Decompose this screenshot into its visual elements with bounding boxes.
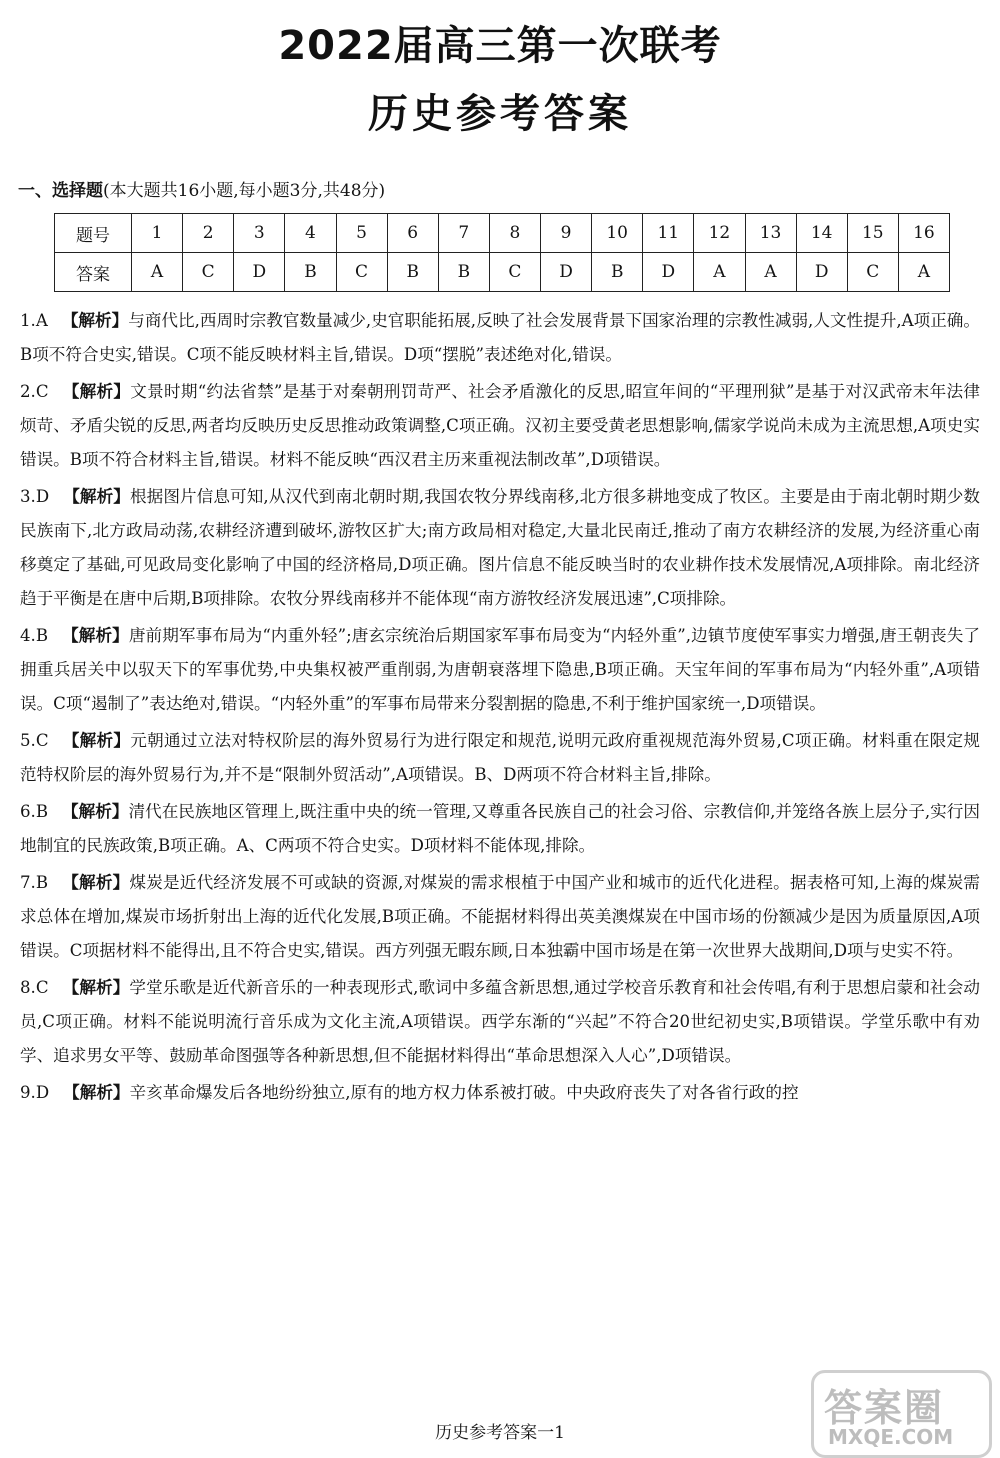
question-number-cell: 14 [796, 214, 847, 253]
explanation-tag: 【解析】 [62, 873, 130, 892]
item-number: 3.D [20, 487, 50, 506]
answer-cell: C [336, 253, 387, 292]
question-number-cell: 4 [285, 214, 336, 253]
section-note: (本大题共16小题,每小题3分,共48分) [103, 181, 386, 201]
question-number-cell: 11 [643, 214, 694, 253]
explanation-text: 煤炭是近代经济发展不可或缺的资源,对煤炭的需求根植于中国产业和城市的近代化进程。据表格可知,上海的煤炭需求总体在增加,煤炭市场折射出上海的近代化发展,B项正确。不能据材料得出英美澳煤炭在中国市场的份额减少是因为质量原因,A项错误。C项据材料不能得出,且不符合史实,错误。西方列强无暇东顾,日本独霸中国市场是在第一次世界大战期间,D项与史实不符。 [20, 873, 981, 960]
answer-cell: D [541, 253, 592, 292]
item-number: 2.C [20, 382, 49, 401]
explanation-item [20, 724, 980, 792]
answer-cell: B [438, 253, 489, 292]
site-watermark-logo [811, 1370, 992, 1458]
question-number-cell: 5 [336, 214, 387, 253]
explanation-tag: 【解析】 [62, 626, 129, 645]
question-number-cell: 7 [438, 214, 489, 253]
item-number: 1.A [20, 311, 48, 330]
explanation-text: 唐前期军事布局为“内重外轻”;唐玄宗统治后期国家军事布局变为“内轻外重”,边镇节度使军事实力增强,唐王朝丧失了拥重兵居关中以驭天下的军事优势,中央集权被严重削弱,为唐朝衰落埋下隐患,B项正确。天宝年间的军事布局为“内轻外重”,A项错误。C项“遏制了”表达绝对,错误。“内轻外重”的军事布局带来分裂割据的隐患,不利于维护国家统一,D项错误。 [20, 626, 981, 713]
question-number-row [55, 214, 950, 253]
answer-cell: D [796, 253, 847, 292]
question-number-cell: 10 [592, 214, 643, 253]
answer-cell: B [285, 253, 336, 292]
question-number-cell: 16 [898, 214, 949, 253]
answer-row [55, 253, 950, 292]
explanation-tag: 【解析】 [62, 382, 131, 401]
answer-cell: C [847, 253, 898, 292]
question-number-cell: 8 [489, 214, 540, 253]
item-number: 9.D [20, 1083, 50, 1102]
explanation-text: 元朝通过立法对特权阶层的海外贸易行为进行限定和规范,说明元政府重视规范海外贸易,C项正确。材料重在限定规范特权阶层的海外贸易行为,并不是“限制外贸活动”,A项错误。B、D两项不符合材料主旨,排除。 [20, 731, 980, 784]
explanation-tag: 【解析】 [62, 978, 130, 997]
page-footer: 历史参考答案一1 [435, 1423, 565, 1443]
answer-table [54, 213, 950, 292]
explanation-text: 文景时期“约法省禁”是基于对秦朝刑罚苛严、社会矛盾激化的反思,昭宣年间的“平理刑狱”是基于对汉武帝末年法律烦苛、矛盾尖锐的反思,两者均反映历史反思推动政策调整,C项正确。汉初主要受黄老思想影响,儒家学说尚未成为主流思想,A项史实错误。B项不符合材料主旨,错误。材料不能反映“西汉君主历来重视法制改革”,D项错误。 [20, 382, 980, 469]
question-number-cell: 9 [541, 214, 592, 253]
watermark-url: MXQE.COM [828, 1425, 954, 1449]
answer-cell: A [745, 253, 796, 292]
explanation-tag: 【解析】 [63, 487, 130, 506]
explanation-text: 与商代比,西周时宗教官数量减少,史官职能拓展,反映了社会发展背景下国家治理的宗教性减弱,人文性提升,A项正确。B项不符合史实,错误。C项不能反映材料主旨,错误。D项“摆脱”表述绝对化,错误。 [20, 311, 980, 364]
explanation-tag: 【解析】 [61, 311, 129, 330]
item-number: 4.B [20, 626, 49, 645]
explanation-text: 辛亥革命爆发后各地纷纷独立,原有的地方权力体系被打破。中央政府丧失了对各省行政的控 [129, 1083, 799, 1102]
explanation-item [20, 866, 980, 968]
answer-cell: A [898, 253, 949, 292]
answer-cell: B [387, 253, 438, 292]
explanation-item [20, 619, 980, 721]
question-number-cell: 13 [745, 214, 796, 253]
question-number-cell: 3 [234, 214, 285, 253]
answer-cell: A [132, 253, 183, 292]
explanation-tag: 【解析】 [62, 802, 129, 821]
explanation-tag: 【解析】 [63, 1083, 130, 1102]
item-number: 6.B [20, 802, 49, 821]
question-number-cell: 1 [132, 214, 183, 253]
explanation-item [20, 971, 980, 1073]
answer-cell: B [592, 253, 643, 292]
answer-cell: C [489, 253, 540, 292]
explanation-text: 清代在民族地区管理上,既注重中央的统一管理,又尊重各民族自己的社会习俗、宗教信仰,并笼络各族上层分子,实行因地制宜的民族政策,B项正确。A、C两项不符合史实。D项材料不能体现,排除。 [20, 802, 980, 855]
explanation-text: 学堂乐歌是近代新音乐的一种表现形式,歌词中多蕴含新思想,通过学校音乐教育和社会传唱,有利于思想启蒙和社会动员,C项正确。材料不能说明流行音乐成为文化主流,A项错误。西学东渐的“兴起”不符合20世纪初史实,B项错误。学堂乐歌中有劝学、追求男女平等、鼓励革命图强等各种新思想,但不能据材料得出“革命思想深入人心”,D项错误。 [20, 978, 981, 1065]
exam-title: 2022届高三第一次联考 [278, 23, 722, 69]
item-number: 7.B [20, 873, 49, 892]
question-number-cell: 2 [183, 214, 234, 253]
section-heading [18, 176, 385, 201]
document-title: 历史参考答案 [368, 91, 632, 137]
answer-cell: C [183, 253, 234, 292]
explanation-item [20, 480, 980, 616]
explanation-item [20, 795, 980, 863]
explanation-item [20, 1076, 980, 1110]
answer-cell: D [234, 253, 285, 292]
watermark-text: 答案圈 [824, 1386, 945, 1430]
answer-cell: D [643, 253, 694, 292]
answer-cell: A [694, 253, 745, 292]
question-number-cell: 6 [387, 214, 438, 253]
explanation-item [20, 304, 980, 372]
item-number: 5.C [20, 731, 49, 750]
row-label-answer: 答案 [55, 253, 132, 292]
question-number-cell: 12 [694, 214, 745, 253]
answer-explanations [20, 304, 980, 1113]
explanation-item [20, 375, 980, 477]
question-number-cell: 15 [847, 214, 898, 253]
explanation-text: 根据图片信息可知,从汉代到南北朝时期,我国农牧分界线南移,北方很多耕地变成了牧区。主要是由于南北朝时期少数民族南下,北方政局动荡,农耕经济遭到破坏,游牧区扩大;南方政局相对稳定,大量北民南迁,推动了南方农耕经济的发展,为经济重心南移奠定了基础,可见政局变化影响了中国的经济格局,D项正确。图片信息不能反映当时的农业耕作技术发展情况,A项排除。南北经济趋于平衡是在唐中后期,B项排除。农牧分界线南移并不能体现“南方游牧经济发展迅速”,C项排除。 [20, 487, 980, 608]
item-number: 8.C [20, 978, 49, 997]
explanation-tag: 【解析】 [62, 731, 131, 750]
section-label: 一、选择题 [18, 181, 103, 201]
row-label-question: 题号 [55, 214, 132, 253]
